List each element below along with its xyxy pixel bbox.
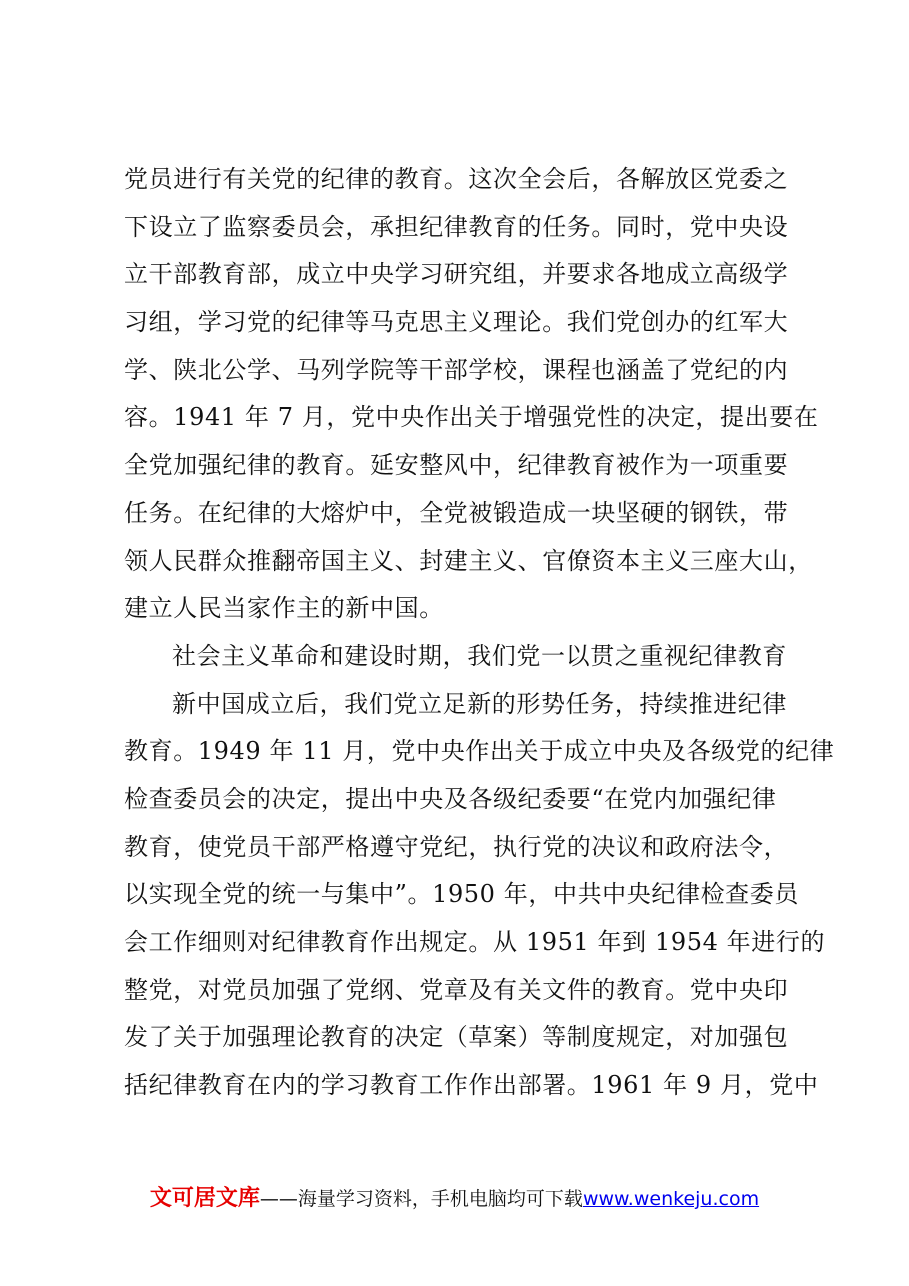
text-line: 学、陕北公学、马列学院等干部学校，课程也涵盖了党纪的内 — [124, 355, 789, 384]
text-line: 整党，对党员加强了党纲、党章及有关文件的教育。党中央印 — [124, 975, 789, 1004]
text-line: 教育。1949 年 11 月，党中央作出关于成立中央及各级党的纪律 — [124, 737, 835, 766]
text-line: 下设立了监察委员会，承担纪律教育的任务。同时，党中央设 — [124, 212, 789, 241]
text-line: 全党加强纪律的教育。延安整风中，纪律教育被作为一项重要 — [124, 451, 789, 480]
text-line: 会工作细则对纪律教育作出规定。从 1951 年到 1954 年进行的 — [124, 928, 826, 956]
text-line: 新中国成立后，我们党立足新的形势任务，持续推进纪律 — [172, 689, 787, 718]
text-line: 发了关于加强理论教育的决定（草案）等制度规定，对加强包 — [124, 1023, 789, 1052]
footer-slogan: ——海量学习资料，手机电脑均可下载 — [259, 1188, 583, 1210]
footer-brand: 文可居文库 — [149, 1186, 260, 1211]
section-heading: 社会主义革命和建设时期，我们党一以贯之重视纪律教育 — [172, 641, 787, 670]
text-line: 以实现全党的统一与集中”。1950 年，中共中央纪律检查委员 — [124, 880, 799, 909]
text-line: 党员进行有关党的纪律的教育。这次全会后，各解放区党委之 — [124, 165, 789, 193]
text-line: 领人民群众推翻帝国主义、封建主义、官僚资本主义三座大山， — [124, 546, 813, 575]
text-line: 立干部教育部，成立中央学习研究组，并要求各地成立高级学 — [124, 260, 789, 289]
text-line: 教育，使党员干部严格遵守党纪，执行党的决议和政府法令， — [124, 832, 789, 861]
page-footer — [0, 1181, 909, 1212]
text-line: 习组，学习党的纪律等马克思主义理论。我们党创办的红军大 — [124, 308, 789, 337]
document-body — [124, 156, 835, 1110]
text-line: 建立人民当家作主的新中国。 — [124, 594, 444, 623]
text-line: 检查委员会的决定，提出中央及各级纪委要“在党内加强纪律 — [124, 784, 777, 813]
text-line: 任务。在纪律的大熔炉中，全党被锻造成一块坚硬的钢铁，带 — [124, 498, 789, 527]
text-line: 容。1941 年 7 月，党中央作出关于增强党性的决定，提出要在 — [124, 403, 819, 432]
text-line: 括纪律教育在内的学习教育工作作出部署。1961 年 9 月，党中 — [124, 1071, 819, 1100]
footer-site-link[interactable]: www.wenkeju.com — [582, 1188, 760, 1210]
